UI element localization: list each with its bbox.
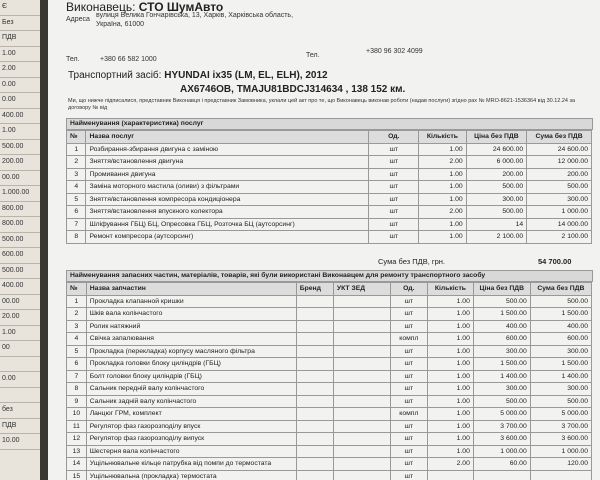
services-table bbox=[66, 130, 592, 244]
vehicle-model: HYUNDAI ix35 (LM, EL, ELH), 2012 bbox=[164, 70, 328, 81]
table-cell: 400.00 bbox=[473, 320, 530, 333]
table-cell: 1 000.00 bbox=[527, 206, 592, 219]
table-cell: 5 bbox=[67, 193, 86, 206]
table-cell: 500.00 bbox=[473, 295, 530, 308]
executor-name: СТО ШумАвто bbox=[138, 0, 224, 14]
table-cell: 9 bbox=[67, 395, 87, 408]
table-cell: 7 bbox=[67, 218, 86, 231]
table-cell: 1.00 bbox=[427, 433, 473, 446]
table-cell: 1.00 bbox=[419, 231, 467, 244]
strip-cell: 600.00 bbox=[0, 248, 40, 264]
table-cell bbox=[333, 458, 390, 471]
table-cell: 500.00 bbox=[530, 295, 591, 308]
strip-cell: 1.00 bbox=[0, 47, 40, 63]
table-cell bbox=[296, 420, 333, 433]
table-cell: шт bbox=[369, 181, 419, 194]
strip-cell: 800.00 bbox=[0, 217, 40, 233]
strip-cell: 200.00 bbox=[0, 155, 40, 171]
table-cell: 2 100.00 bbox=[527, 231, 592, 244]
table-row bbox=[67, 320, 592, 333]
table-cell bbox=[333, 320, 390, 333]
table-row bbox=[67, 345, 592, 358]
table-cell: Ущільнювальне кільце патрубка від помпи до термостата bbox=[86, 458, 296, 471]
table-cell: шт bbox=[390, 420, 427, 433]
table-cell: 1.00 bbox=[419, 181, 467, 194]
column-header: Назва послуг bbox=[86, 131, 369, 144]
strip-cell: 20.00 bbox=[0, 310, 40, 326]
address-country: Україна, 61000 bbox=[96, 21, 145, 28]
strip-cell: 1.00 bbox=[0, 326, 40, 342]
services-section-title: Найменування (характеристика) послуг bbox=[66, 118, 593, 130]
table-cell: 24 600.00 bbox=[527, 143, 592, 156]
vehicle-vin: AX6746OB, TMAJU81BDCJ314634 , 138 152 км. bbox=[180, 84, 406, 95]
table-cell bbox=[296, 458, 333, 471]
table-cell bbox=[333, 420, 390, 433]
table-row bbox=[67, 295, 592, 308]
table-cell: 4 bbox=[67, 181, 86, 194]
table-cell bbox=[333, 383, 390, 396]
table-cell: 200.00 bbox=[527, 168, 592, 181]
background-gap bbox=[40, 0, 48, 480]
table-cell: шт bbox=[369, 218, 419, 231]
vehicle-line bbox=[68, 70, 328, 81]
column-header: № bbox=[67, 131, 86, 144]
table-cell: Шків вала колінчастого bbox=[86, 308, 296, 321]
table-cell: Ущільнювальна (прокладка) термостата bbox=[86, 470, 296, 480]
phone2-label: Тел. bbox=[306, 52, 320, 59]
table-cell: Розбирання-збирання двигуна с заміною bbox=[86, 143, 369, 156]
table-cell: 2 100.00 bbox=[466, 231, 526, 244]
table-cell: Ланцюг ГРМ, комплект bbox=[86, 408, 296, 421]
table-cell bbox=[427, 470, 473, 480]
table-cell: 1.00 bbox=[427, 345, 473, 358]
address-value: вулиця Велика Гончарівська, 13, Харків, Харківська область, bbox=[96, 12, 294, 19]
adjacent-document-strip bbox=[0, 0, 41, 480]
table-cell: компл bbox=[390, 408, 427, 421]
table-cell: 13 bbox=[67, 445, 87, 458]
table-cell: 6 000.00 bbox=[466, 156, 526, 169]
table-cell: Заміна моторного мастила (оливи) з фільтрами bbox=[86, 181, 369, 194]
table-cell bbox=[296, 295, 333, 308]
table-cell: 2.00 bbox=[419, 156, 467, 169]
table-cell: шт bbox=[390, 308, 427, 321]
table-cell: шт bbox=[369, 193, 419, 206]
table-cell: 14 bbox=[67, 458, 87, 471]
table-cell: 300.00 bbox=[527, 193, 592, 206]
strip-cell: 500.00 bbox=[0, 140, 40, 156]
table-cell: 1.00 bbox=[427, 295, 473, 308]
table-cell bbox=[530, 470, 591, 480]
column-header: Ціна без ПДВ bbox=[466, 131, 526, 144]
column-header: Кількість bbox=[419, 131, 467, 144]
acknowledgement-text: Ми, що нижче підписалися, представник Виконавця і представник Замовника, уклали цей акт про те, що Виконавець виконав роботи (надав послуги) згідно рах № MRO-8621-1536364 від 30.12.24 за договору № від bbox=[68, 98, 576, 111]
table-cell: 11 bbox=[67, 420, 87, 433]
column-header: Бренд bbox=[296, 283, 333, 296]
column-header: УКТ ЗЕД bbox=[333, 283, 390, 296]
table-cell: шт bbox=[390, 470, 427, 480]
table-row bbox=[67, 181, 592, 194]
table-cell: шт bbox=[390, 433, 427, 446]
table-cell: 8 bbox=[67, 231, 86, 244]
table-cell: Свічка запалювання bbox=[86, 333, 296, 346]
table-cell: 500.00 bbox=[473, 395, 530, 408]
table-cell: шт bbox=[390, 445, 427, 458]
table-cell: 10 bbox=[67, 408, 87, 421]
table-cell: Регулятор фаз газорозподілу впуск bbox=[86, 420, 296, 433]
strip-cell: 0.00 bbox=[0, 78, 40, 94]
column-header: Сума без ПДВ bbox=[530, 283, 591, 296]
table-row bbox=[67, 420, 592, 433]
table-cell: 60.00 bbox=[473, 458, 530, 471]
table-cell: 12 bbox=[67, 433, 87, 446]
table-cell: 2 bbox=[67, 308, 87, 321]
table-cell: 4 bbox=[67, 333, 87, 346]
strip-cell: 2.00 bbox=[0, 62, 40, 78]
table-cell: 120.00 bbox=[530, 458, 591, 471]
table-cell: 14 bbox=[466, 218, 526, 231]
table-cell: 300.00 bbox=[530, 383, 591, 396]
table-cell: Прокладка (перекладка) корпусу масляного фільтра bbox=[86, 345, 296, 358]
services-total-label: Сума без ПДВ, грн. bbox=[378, 257, 446, 266]
table-cell: шт bbox=[390, 395, 427, 408]
table-cell: 500.00 bbox=[527, 181, 592, 194]
table-cell: шт bbox=[390, 345, 427, 358]
table-cell: 1.00 bbox=[427, 370, 473, 383]
table-cell: Болт головки блоку циліндрів (ГБЦ) bbox=[86, 370, 296, 383]
strip-cell: 0.00 bbox=[0, 93, 40, 109]
table-cell: 1.00 bbox=[427, 420, 473, 433]
table-cell: Прокладка головки блоку циліндрів (ГБЦ) bbox=[86, 358, 296, 371]
table-cell: 1.00 bbox=[419, 193, 467, 206]
column-header: Кількість bbox=[427, 283, 473, 296]
table-cell bbox=[296, 320, 333, 333]
table-cell bbox=[333, 358, 390, 371]
table-cell bbox=[333, 395, 390, 408]
address-label: Адреса bbox=[66, 16, 90, 23]
table-cell: Зняття/встановлення компресора кондиціонера bbox=[86, 193, 369, 206]
table-cell: Прокладка клапанной кришки bbox=[86, 295, 296, 308]
table-row bbox=[67, 143, 592, 156]
table-cell: 2.00 bbox=[427, 458, 473, 471]
strip-cell: 00.00 bbox=[0, 171, 40, 187]
table-row bbox=[67, 445, 592, 458]
table-cell: Шліфування ГБЦ) БЦ, Опресовка ГБЦ, Розточка БЦ (аутсорсинг) bbox=[86, 218, 369, 231]
table-cell: 600.00 bbox=[473, 333, 530, 346]
table-cell: 1 400.00 bbox=[530, 370, 591, 383]
table-cell bbox=[296, 333, 333, 346]
table-cell: 200.00 bbox=[466, 168, 526, 181]
table-cell: 6 bbox=[67, 206, 86, 219]
table-cell: Сальник передній валу колінчастого bbox=[86, 383, 296, 396]
table-cell: 14 000.00 bbox=[527, 218, 592, 231]
table-cell: 1.00 bbox=[427, 445, 473, 458]
column-header: Сума без ПДВ bbox=[527, 131, 592, 144]
table-cell: 600.00 bbox=[530, 333, 591, 346]
strip-cell: 400.00 bbox=[0, 279, 40, 295]
table-row bbox=[67, 408, 592, 421]
table-cell: шт bbox=[390, 295, 427, 308]
strip-cell: 500.00 bbox=[0, 264, 40, 280]
table-cell: 8 bbox=[67, 383, 87, 396]
services-total-value: 54 700.00 bbox=[538, 257, 572, 266]
parts-section-title: Найменування запасних частин, матеріалів, товарів, які були використані Виконавцем для ремонту транспортного засобу bbox=[66, 270, 593, 282]
table-cell bbox=[333, 433, 390, 446]
table-cell: 300.00 bbox=[473, 383, 530, 396]
column-header: Од. bbox=[369, 131, 419, 144]
table-row bbox=[67, 168, 592, 181]
table-cell: 1.00 bbox=[419, 218, 467, 231]
phone-label: Тел. bbox=[66, 56, 80, 63]
table-cell bbox=[296, 345, 333, 358]
table-cell: 1 500.00 bbox=[530, 308, 591, 321]
table-cell: 1 000.00 bbox=[473, 445, 530, 458]
table-cell bbox=[473, 470, 530, 480]
table-cell bbox=[333, 345, 390, 358]
table-row bbox=[67, 218, 592, 231]
table-cell bbox=[296, 470, 333, 480]
table-cell: 1 500.00 bbox=[473, 308, 530, 321]
table-row bbox=[67, 231, 592, 244]
table-cell: Сальник задній валу колінчастого bbox=[86, 395, 296, 408]
table-cell bbox=[296, 433, 333, 446]
table-cell bbox=[296, 370, 333, 383]
table-cell: 400.00 bbox=[530, 320, 591, 333]
table-cell bbox=[333, 308, 390, 321]
table-cell bbox=[333, 295, 390, 308]
table-cell bbox=[296, 358, 333, 371]
table-cell: 1.00 bbox=[419, 168, 467, 181]
column-header: Назва запчастин bbox=[86, 283, 296, 296]
table-cell: 3 600.00 bbox=[473, 433, 530, 446]
table-cell: Шестерня вала колінчастого bbox=[86, 445, 296, 458]
table-cell: 1.00 bbox=[427, 320, 473, 333]
strip-cell: 00 bbox=[0, 341, 40, 357]
strip-cell: 10.00 bbox=[0, 434, 40, 450]
table-cell: 7 bbox=[67, 370, 87, 383]
table-cell: шт bbox=[369, 231, 419, 244]
table-cell: 1.00 bbox=[427, 308, 473, 321]
table-cell bbox=[296, 445, 333, 458]
table-cell bbox=[333, 408, 390, 421]
table-cell: шт bbox=[390, 383, 427, 396]
table-row bbox=[67, 358, 592, 371]
phone2-value: +380 96 302 4099 bbox=[366, 48, 423, 55]
table-cell: 3 700.00 bbox=[530, 420, 591, 433]
table-row bbox=[67, 383, 592, 396]
table-cell: 3 700.00 bbox=[473, 420, 530, 433]
table-cell: 3 bbox=[67, 168, 86, 181]
table-row bbox=[67, 458, 592, 471]
table-row bbox=[67, 470, 592, 480]
table-cell: 6 bbox=[67, 358, 87, 371]
vehicle-label: Транспортний засіб: bbox=[68, 70, 162, 81]
act-document bbox=[48, 0, 600, 480]
table-cell bbox=[296, 383, 333, 396]
table-cell: 1.00 bbox=[427, 358, 473, 371]
table-cell: 5 000.00 bbox=[473, 408, 530, 421]
strip-cell bbox=[0, 357, 40, 373]
table-cell: шт bbox=[369, 206, 419, 219]
table-cell: 3 bbox=[67, 320, 87, 333]
table-row bbox=[67, 206, 592, 219]
table-cell: 1 000.00 bbox=[530, 445, 591, 458]
table-cell: Зняття/встановлення двигуна bbox=[86, 156, 369, 169]
table-cell: шт bbox=[390, 458, 427, 471]
table-cell: 1 bbox=[67, 143, 86, 156]
table-cell: шт bbox=[390, 370, 427, 383]
column-header: № bbox=[67, 283, 87, 296]
parts-table bbox=[66, 282, 592, 480]
phone-value: +380 66 582 1000 bbox=[100, 56, 157, 63]
table-row bbox=[67, 156, 592, 169]
strip-cell: 1.00 bbox=[0, 124, 40, 140]
table-cell: 12 000.00 bbox=[527, 156, 592, 169]
strip-cell: Є bbox=[0, 0, 40, 16]
table-cell bbox=[333, 470, 390, 480]
table-cell: 3 600.00 bbox=[530, 433, 591, 446]
table-cell: 24 600.00 bbox=[466, 143, 526, 156]
table-cell: шт bbox=[369, 143, 419, 156]
table-cell bbox=[296, 308, 333, 321]
table-cell: 1 bbox=[67, 295, 87, 308]
strip-cell: 400.00 bbox=[0, 109, 40, 125]
table-row bbox=[67, 193, 592, 206]
table-cell: 1.00 bbox=[427, 395, 473, 408]
column-header: Од. bbox=[390, 283, 427, 296]
table-row bbox=[67, 370, 592, 383]
strip-cell: Без bbox=[0, 16, 40, 32]
table-row bbox=[67, 395, 592, 408]
table-cell: 500.00 bbox=[466, 181, 526, 194]
strip-cell: 1.000.00 bbox=[0, 186, 40, 202]
table-cell: шт bbox=[390, 320, 427, 333]
strip-cell: 500.00 bbox=[0, 233, 40, 249]
table-cell: 1.00 bbox=[419, 143, 467, 156]
table-cell: 300.00 bbox=[473, 345, 530, 358]
strip-cell: ПДВ bbox=[0, 419, 40, 435]
strip-cell: 800.00 bbox=[0, 202, 40, 218]
table-cell: 1.00 bbox=[427, 408, 473, 421]
table-cell: 1 500.00 bbox=[473, 358, 530, 371]
table-cell: 500.00 bbox=[530, 395, 591, 408]
table-cell: 2 bbox=[67, 156, 86, 169]
table-cell: Ролик натяжний bbox=[86, 320, 296, 333]
table-cell: шт bbox=[390, 358, 427, 371]
table-row bbox=[67, 308, 592, 321]
table-cell: 15 bbox=[67, 470, 87, 480]
table-cell bbox=[333, 370, 390, 383]
table-cell: шт bbox=[369, 156, 419, 169]
table-cell: шт bbox=[369, 168, 419, 181]
table-cell: 300.00 bbox=[466, 193, 526, 206]
strip-cell: ПДВ bbox=[0, 31, 40, 47]
table-cell: 5 bbox=[67, 345, 87, 358]
table-row bbox=[67, 433, 592, 446]
table-cell: 1.00 bbox=[427, 383, 473, 396]
table-cell: 1 400.00 bbox=[473, 370, 530, 383]
table-cell bbox=[296, 408, 333, 421]
strip-cell bbox=[0, 388, 40, 404]
strip-cell: 0.00 bbox=[0, 372, 40, 388]
table-cell: 500.00 bbox=[466, 206, 526, 219]
table-cell: 300.00 bbox=[530, 345, 591, 358]
column-header: Ціна без ПДВ bbox=[473, 283, 530, 296]
table-cell: 1.00 bbox=[427, 333, 473, 346]
table-cell: Регулятор фаз газорозподілу випуск bbox=[86, 433, 296, 446]
table-cell bbox=[296, 395, 333, 408]
table-cell: 5 000.00 bbox=[530, 408, 591, 421]
table-cell: 2.00 bbox=[419, 206, 467, 219]
table-cell: Зняття/встановлення впускного колектора bbox=[86, 206, 369, 219]
table-cell: Промивання двигуна bbox=[86, 168, 369, 181]
strip-cell: без bbox=[0, 403, 40, 419]
table-cell: Ремонт компресора (аутсорсинг) bbox=[86, 231, 369, 244]
table-cell bbox=[333, 333, 390, 346]
table-cell: 1 500.00 bbox=[530, 358, 591, 371]
table-cell bbox=[333, 445, 390, 458]
strip-cell: 00.00 bbox=[0, 295, 40, 311]
table-cell: компл bbox=[390, 333, 427, 346]
executor-label: Виконавець: bbox=[66, 0, 136, 14]
table-row bbox=[67, 333, 592, 346]
